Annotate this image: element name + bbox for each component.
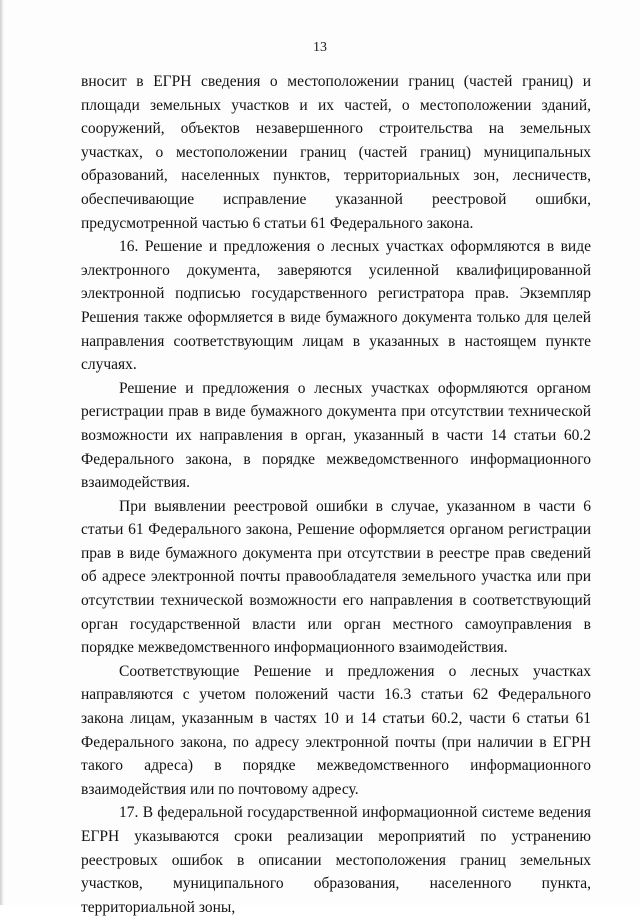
paragraph-4: При выявлении реестровой ошибки в случае, указанном в части 6 статьи 61 Федерального закона, Решение оформляется органом регистрации прав в виде бумажного документа при отсутствии в реестре прав сведений об адресе электронной почты правообладателя земельного участка или при отсутствии технической возможности его направления в соответствующий орган государственной власти или орган местного самоуправления в порядке межведомственного информационного взаимодействия. (81, 497, 591, 657)
paragraph-3: Решение и предложения о лесных участках оформляются органом регистрации прав в виде бумажного документа при отсутствии технической возможности их направления в орган, указанный в части 14 статьи 60.2 Федерального закона, в порядке межведомственного информационного взаимодействия. (81, 379, 591, 492)
paragraph-2: 16. Решение и предложения о лесных участках оформляются в виде электронного документа, заверяются усиленной квалифицированной электронной подписью государственного регистратора прав. Экземпляр Решения также оформляется в виде бумажного документа только для целей направления соответствующим лицам в указанных в настоящем пункте случаях. (81, 238, 591, 374)
page-number: 13 (313, 40, 327, 55)
paragraph-1: вносит в ЕГРН сведения о местоположении границ (частей границ) и площади земельных участков и их частей, о местоположении зданий, сооружений, объектов незавершенного строительства на земельных участках, о местоположении границ (частей границ) муниципальных образований, населенных пунктов, территориальных зон, лесничеств, обеспечивающие исправление указанной реестровой ошибки, предусмотренной частью 6 статьи 61 Федерального закона. (81, 73, 591, 232)
document-body (81, 70, 591, 919)
paragraph-5: Соответствующие Решение и предложения о лесных участках направляются с учетом положений части 16.3 статьи 62 Федерального закона лицам, указанным в частях 10 и 14 статьи 60.2, части 6 статьи 61 Федерального закона, по адресу электронной почты (при наличии в ЕГРН такого адреса) в порядке межведомственного информационного взаимодействия или по почтовому адресу. (81, 662, 591, 798)
scan-edge-shadow (0, 0, 4, 905)
paragraph-6: 17. В федеральной государственной информационной системе ведения ЕГРН указываются сроки реализации мероприятий по устранению реестровых ошибок в описании местоположения границ земельных участков, муниципального образования, населенного пункта, территориальной зоны, (81, 804, 591, 916)
